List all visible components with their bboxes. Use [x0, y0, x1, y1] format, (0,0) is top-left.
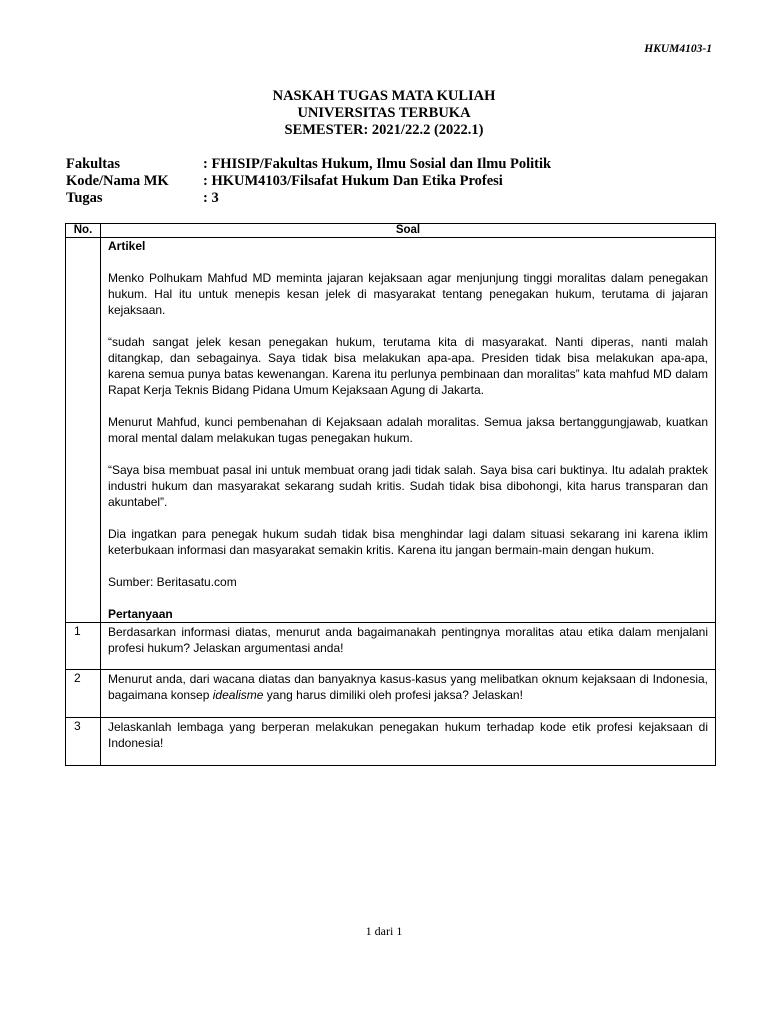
question-number: 2 [66, 670, 101, 718]
article-heading: Artikel [108, 239, 146, 253]
header-university: UNIVERSITAS TERBUKA [297, 105, 471, 121]
meta-label: Tugas [66, 190, 103, 206]
meta-label: Kode/Nama MK [66, 173, 169, 189]
document-header [0, 88, 768, 139]
question-row [66, 623, 716, 670]
question-number: 3 [66, 718, 101, 766]
table-header-row [66, 224, 716, 238]
meta-row-fakultas [66, 156, 551, 173]
question-row [66, 670, 716, 718]
meta-value: : FHISIP/Fakultas Hukum, Ilmu Sosial dan Ilmu Politik [203, 156, 552, 172]
page-code: HKUM4103-1 [644, 43, 712, 55]
article-paragraph: “sudah sangat jelek kesan penegakan hukum, terutama kita di masyarakat. Nanti diperas, nanti malah ditangkap, dan sebagainya. Saya tidak bisa melakukan apa-apa. Presiden tidak bisa melakukan apa-apa, karena semua punya batas kewenangan. Karena itu perlunya pembinaan dan moralitas” kata mahfud MD dalam Rapat Kerja Teknis Bidang Pidana Umum Kejaksaan Agung di Jakarta. [108, 335, 708, 397]
course-meta [66, 156, 551, 207]
question-text [101, 670, 716, 718]
question-text: Berdasarkan informasi diatas, menurut anda bagaimanakah pentingnya moralitas atau etika dalam menjalani profesi hukum? Jelaskan argumentasi anda! [101, 623, 716, 670]
article-source: Sumber: Beritasatu.com [108, 575, 237, 589]
question-text-italic: idealisme [212, 688, 264, 702]
header-semester: SEMESTER: 2021/22.2 (2022.1) [284, 122, 484, 138]
meta-value: : HKUM4103/Filsafat Hukum Dan Etika Profesi [203, 173, 503, 189]
questions-heading: Pertanyaan [108, 607, 173, 621]
soal-table [65, 223, 716, 766]
meta-value: : 3 [203, 190, 219, 206]
article-paragraph: Menko Polhukam Mahfud MD meminta jajaran kejaksaan agar menjunjung tinggi moralitas dalam penegakan hukum. Hal itu untuk menepis kesan jelek di masyarakat tentang penegakan hukum, terutama di jajaran kejaksaan. [108, 271, 708, 317]
article-cell [101, 238, 716, 623]
article-paragraph: “Saya bisa membuat pasal ini untuk membuat orang jadi tidak salah. Saya bisa cari buktinya. Itu adalah praktek industri hukum dan masyarakat sekarang sudah kritis. Sudah tidak bisa dibohongi, kita harus transparan dan akuntabel”. [108, 463, 708, 509]
article-paragraph: Menurut Mahfud, kunci pembenahan di Kejaksaan adalah moralitas. Semua jaksa bertanggungjawab, kuatkan moral mental dalam melakukan tugas penegakan hukum. [108, 415, 708, 445]
question-number: 1 [66, 623, 101, 670]
article-no-cell [66, 238, 101, 623]
article-row [66, 238, 716, 623]
meta-row-tugas [66, 190, 551, 207]
meta-label: Fakultas [66, 156, 120, 172]
article-paragraph: Dia ingatkan para penegak hukum sudah tidak bisa menghindar lagi dalam situasi sekarang ini karena iklim keterbukaan informasi dan masyarakat semakin kritis. Karena itu jangan bermain-main dengan hukum. [108, 527, 708, 557]
question-text-part: yang harus dimiliki oleh profesi jaksa? Jelaskan! [263, 688, 523, 702]
header-title: NASKAH TUGAS MATA KULIAH [272, 88, 496, 104]
meta-row-kode-mk [66, 173, 551, 190]
question-text-part: Menurut anda, dari wacana diatas dan banyaknya kasus-kasus yang melibatkan oknum kejaksaan di Indonesia, bagaimana konsep [108, 672, 708, 702]
page-footer: 1 dari 1 [365, 924, 403, 938]
column-header-no: No. [66, 224, 101, 238]
question-text: Jelaskanlah lembaga yang berperan melakukan penegakan hukum terhadap kode etik profesi kejaksaan di Indonesia! [101, 718, 716, 766]
question-row [66, 718, 716, 766]
column-header-soal: Soal [101, 224, 716, 238]
